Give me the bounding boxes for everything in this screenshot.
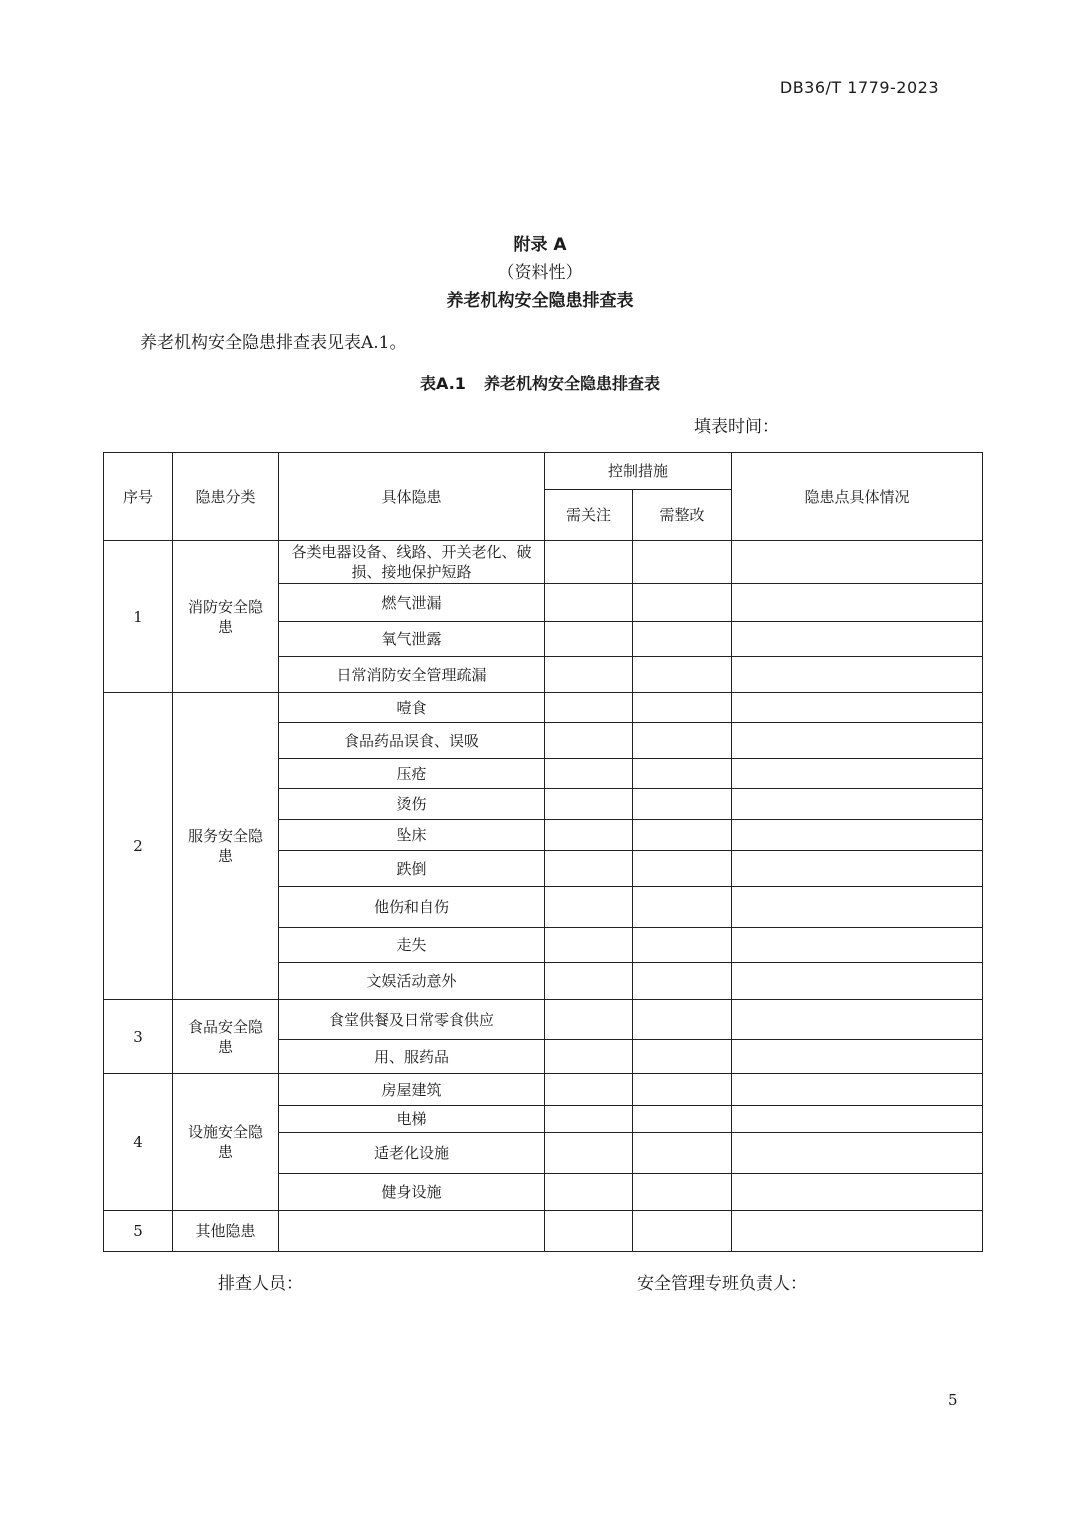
intro-paragraph: 养老机构安全隐患排查表见表A.1。 xyxy=(140,333,407,353)
detail-cell[interactable] xyxy=(732,963,983,1000)
rectify-cell[interactable] xyxy=(633,541,732,584)
attention-cell[interactable] xyxy=(545,759,633,789)
appendix-title: 养老机构安全隐患排查表 xyxy=(446,291,634,311)
attention-cell[interactable] xyxy=(545,1174,633,1211)
hazard-cell: 房屋建筑 xyxy=(279,1074,545,1106)
rectify-cell[interactable] xyxy=(633,1106,732,1133)
appendix-nature: （资料性） xyxy=(497,263,583,283)
rectify-cell[interactable] xyxy=(633,1074,732,1106)
attention-cell[interactable] xyxy=(545,622,633,657)
detail-cell[interactable] xyxy=(732,1040,983,1074)
seq-cell: 2 xyxy=(104,693,173,1000)
attention-cell[interactable] xyxy=(545,1211,633,1252)
hazard-cell: 食品药品误食、误吸 xyxy=(279,723,545,759)
category-cell: 消防安全隐患 xyxy=(173,541,279,693)
detail-cell[interactable] xyxy=(732,1133,983,1174)
hazard-table xyxy=(103,452,983,1252)
seq-cell: 5 xyxy=(104,1211,173,1252)
category-cell: 服务安全隐患 xyxy=(173,693,279,1000)
attention-cell[interactable] xyxy=(545,584,633,622)
detail-cell[interactable] xyxy=(732,541,983,584)
rectify-cell[interactable] xyxy=(633,820,732,851)
table-row xyxy=(104,1000,983,1040)
table-row xyxy=(104,541,983,584)
header-detail: 隐患点具体情况 xyxy=(732,453,983,541)
attention-cell[interactable] xyxy=(545,1106,633,1133)
attention-cell[interactable] xyxy=(545,1000,633,1040)
seq-cell: 4 xyxy=(104,1074,173,1211)
table-row xyxy=(104,1211,983,1252)
rectify-cell[interactable] xyxy=(633,963,732,1000)
hazard-cell: 日常消防安全管理疏漏 xyxy=(279,657,545,693)
detail-cell[interactable] xyxy=(732,1106,983,1133)
hazard-cell: 各类电器设备、线路、开关老化、破损、接地保护短路 xyxy=(279,541,545,584)
fill-time-label: 填表时间： xyxy=(694,417,779,437)
rectify-cell[interactable] xyxy=(633,851,732,887)
rectify-cell[interactable] xyxy=(633,1174,732,1211)
attention-cell[interactable] xyxy=(545,1040,633,1074)
attention-cell[interactable] xyxy=(545,657,633,693)
header-seq: 序号 xyxy=(104,453,173,541)
hazard-cell: 他伤和自伤 xyxy=(279,887,545,928)
detail-cell[interactable] xyxy=(732,693,983,723)
attention-cell[interactable] xyxy=(545,541,633,584)
hazard-cell: 电梯 xyxy=(279,1106,545,1133)
detail-cell[interactable] xyxy=(732,759,983,789)
rectify-cell[interactable] xyxy=(633,1211,732,1252)
hazard-cell[interactable] xyxy=(279,1211,545,1252)
attention-cell[interactable] xyxy=(545,1133,633,1174)
header-category: 隐患分类 xyxy=(173,453,279,541)
page-number: 5 xyxy=(948,1391,958,1409)
header-control: 控制措施 xyxy=(545,453,732,490)
table-title: 养老机构安全隐患排查表 xyxy=(483,374,660,393)
attention-cell[interactable] xyxy=(545,820,633,851)
header-specific: 具体隐患 xyxy=(279,453,545,541)
category-cell: 其他隐患 xyxy=(173,1211,279,1252)
rectify-cell[interactable] xyxy=(633,1040,732,1074)
detail-cell[interactable] xyxy=(732,657,983,693)
detail-cell[interactable] xyxy=(732,1174,983,1211)
attention-cell[interactable] xyxy=(545,1074,633,1106)
standard-code: DB36/T 1779-2023 xyxy=(779,78,939,97)
rectify-cell[interactable] xyxy=(633,693,732,723)
detail-cell[interactable] xyxy=(732,851,983,887)
table-number: 表A.1 xyxy=(420,374,466,393)
rectify-cell[interactable] xyxy=(633,584,732,622)
detail-cell[interactable] xyxy=(732,1074,983,1106)
rectify-cell[interactable] xyxy=(633,759,732,789)
detail-cell[interactable] xyxy=(732,584,983,622)
rectify-cell[interactable] xyxy=(633,1133,732,1174)
attention-cell[interactable] xyxy=(545,887,633,928)
hazard-cell: 跌倒 xyxy=(279,851,545,887)
hazard-cell: 燃气泄漏 xyxy=(279,584,545,622)
detail-cell[interactable] xyxy=(732,622,983,657)
hazard-cell: 文娱活动意外 xyxy=(279,963,545,1000)
table-row xyxy=(104,693,983,723)
detail-cell[interactable] xyxy=(732,928,983,963)
attention-cell[interactable] xyxy=(545,928,633,963)
detail-cell[interactable] xyxy=(732,887,983,928)
rectify-cell[interactable] xyxy=(633,622,732,657)
hazard-cell: 适老化设施 xyxy=(279,1133,545,1174)
hazard-cell: 噎食 xyxy=(279,693,545,723)
detail-cell[interactable] xyxy=(732,789,983,820)
table-row xyxy=(104,1074,983,1106)
hazard-cell: 走失 xyxy=(279,928,545,963)
rectify-cell[interactable] xyxy=(633,887,732,928)
hazard-cell: 压疮 xyxy=(279,759,545,789)
detail-cell[interactable] xyxy=(732,820,983,851)
hazard-cell: 坠床 xyxy=(279,820,545,851)
header-rectify: 需整改 xyxy=(633,490,732,541)
category-cell: 设施安全隐患 xyxy=(173,1074,279,1211)
table-caption xyxy=(0,371,1080,394)
rectify-cell[interactable] xyxy=(633,723,732,759)
hazard-cell: 用、服药品 xyxy=(279,1040,545,1074)
header-attention: 需关注 xyxy=(545,490,633,541)
rectify-cell[interactable] xyxy=(633,1000,732,1040)
hazard-cell: 健身设施 xyxy=(279,1174,545,1211)
attention-cell[interactable] xyxy=(545,693,633,723)
rectify-cell[interactable] xyxy=(633,657,732,693)
detail-cell[interactable] xyxy=(732,723,983,759)
attention-cell[interactable] xyxy=(545,963,633,1000)
hazard-cell: 食堂供餐及日常零食供应 xyxy=(279,1000,545,1040)
attention-cell[interactable] xyxy=(545,723,633,759)
attention-cell[interactable] xyxy=(545,789,633,820)
category-cell: 食品安全隐患 xyxy=(173,1000,279,1074)
detail-cell[interactable] xyxy=(732,1000,983,1040)
fill-time xyxy=(694,412,889,437)
detail-cell[interactable] xyxy=(732,1211,983,1252)
appendix-heading: 附录 A xyxy=(513,235,567,255)
seq-cell: 3 xyxy=(104,1000,173,1074)
attention-cell[interactable] xyxy=(545,851,633,887)
responsible-signature[interactable]: 安全管理专班负责人： xyxy=(637,1274,807,1294)
inspector-signature[interactable]: 排查人员： xyxy=(218,1274,303,1294)
rectify-cell[interactable] xyxy=(633,928,732,963)
hazard-cell: 烫伤 xyxy=(279,789,545,820)
rectify-cell[interactable] xyxy=(633,789,732,820)
hazard-cell: 氧气泄露 xyxy=(279,622,545,657)
seq-cell: 1 xyxy=(104,541,173,693)
